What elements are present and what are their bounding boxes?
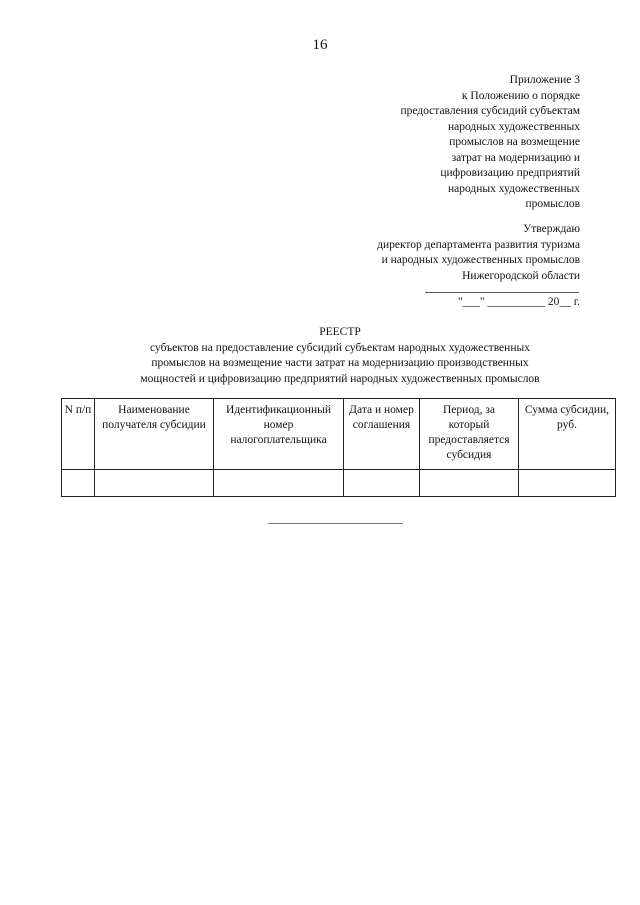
- register-subtitle-line: мощностей и цифровизацию предприятий народных художественных промыслов: [140, 372, 540, 385]
- approval-date-line: "___" __________ 20__ г.: [457, 296, 580, 308]
- approval-block: [260, 222, 580, 284]
- column-header-recipient: Наименование получателя субсидии: [95, 399, 214, 470]
- register-title: РЕЕСТР: [319, 326, 361, 338]
- appendix-line: цифровизацию предприятий: [440, 167, 580, 179]
- register-subtitle-line: субъектов на предоставление субсидий субъектам народных художественных: [150, 341, 530, 354]
- table-row: [62, 470, 616, 497]
- column-header-inn: Идентификационный номер налогоплательщика: [214, 399, 344, 470]
- approval-line: Нижегородской области: [462, 269, 580, 282]
- appendix-line: к Положению о порядке: [461, 89, 580, 102]
- table-cell: [519, 470, 616, 497]
- signature-line: [425, 292, 579, 293]
- column-header-amount: Сумма субсидии, руб.: [519, 399, 616, 470]
- page-number: 16: [312, 37, 328, 53]
- registry-table: [61, 398, 616, 497]
- table-cell: [62, 470, 95, 497]
- appendix-block: [300, 73, 580, 213]
- end-divider: [268, 523, 403, 524]
- approval-line: директор департамента развития туризма: [377, 238, 580, 251]
- table-cell: [344, 470, 420, 497]
- appendix-line: промыслов на возмещение: [449, 136, 580, 148]
- appendix-line: народных художественных: [447, 182, 580, 195]
- appendix-line: Приложение 3: [509, 74, 580, 86]
- table-header-row: [62, 399, 616, 470]
- table-cell: [95, 470, 214, 497]
- approval-line: и народных художественных промыслов: [381, 254, 580, 266]
- column-header-period: Период, за который предоставляется субсидия: [420, 399, 519, 470]
- column-header-number: N п/п: [62, 399, 95, 470]
- appendix-line: промыслов: [525, 198, 580, 210]
- register-heading: [0, 325, 640, 387]
- approval-line: Утверждаю: [523, 223, 580, 235]
- appendix-line: народных художественных: [447, 120, 580, 133]
- table-cell: [214, 470, 344, 497]
- register-subtitle-line: промыслов на возмещение части затрат на модернизацию производственных: [151, 357, 529, 369]
- appendix-line: предоставления субсидий субъектам: [400, 105, 580, 117]
- appendix-line: затрат на модернизацию и: [451, 151, 580, 164]
- column-header-agreement: Дата и номер соглашения: [344, 399, 420, 470]
- table-cell: [420, 470, 519, 497]
